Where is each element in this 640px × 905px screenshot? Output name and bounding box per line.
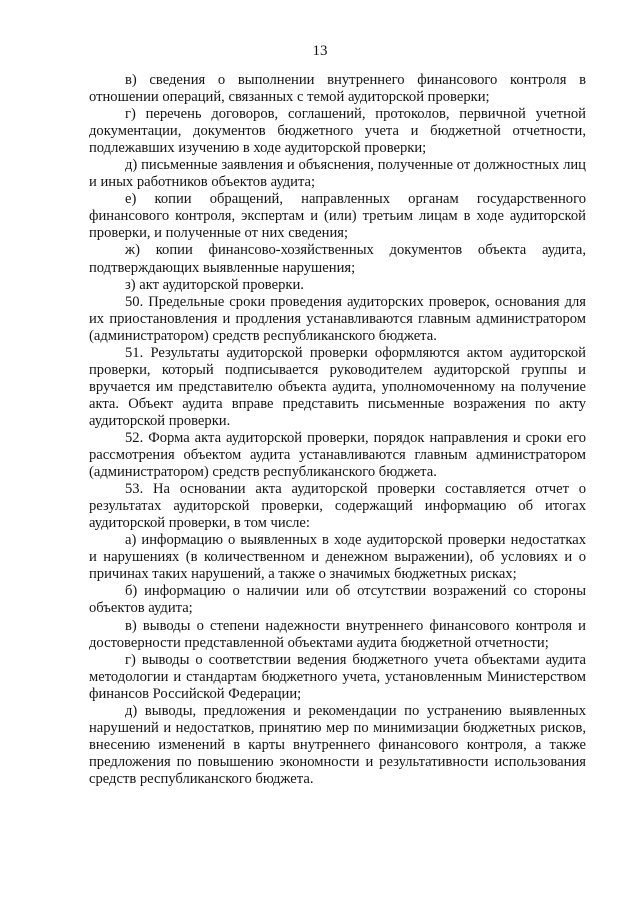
list-item-g-documents-list: г) перечень договоров, соглашений, протоколов, первичной учетной документации, документов бюджетного учета и бюджетной отчетности, подлежавших изучению в ходе аудиторской проверки; xyxy=(89,106,586,157)
clause-53-item-v: в) выводы о степени надежности внутреннего финансового контроля и достоверности представленной объектами аудита бюджетной отчетности; xyxy=(89,617,586,651)
list-item-v-internal-control-info: в) сведения о выполнении внутреннего финансового контроля в отношении операций, связанных с темой аудиторской проверки; xyxy=(89,72,586,106)
list-item-zh-financial-documents: ж) копии финансово-хозяйственных документов объекта аудита, подтверждающих выявленные нарушения; xyxy=(89,242,586,276)
clause-53: 53. На основании акта аудиторской проверки составляется отчет о результатах аудиторской проверки, содержащий информацию об итогах аудиторской проверки, в том числе: xyxy=(89,481,586,532)
clause-53-item-g: г) выводы о соответствии ведения бюджетного учета объектами аудита методологии и стандартам бюджетного учета, установленным Министерством финансов Российской Федерации; xyxy=(89,651,586,702)
list-item-z-audit-act: з) акт аудиторской проверки. xyxy=(125,276,304,293)
list-item-d-written-statements: д) письменные заявления и объяснения, полученные от должностных лиц и иных работников объектов аудита; xyxy=(89,157,586,191)
document-body xyxy=(89,72,586,788)
clause-53-item-b: б) информацию о наличии или об отсутствии возражений со стороны объектов аудита; xyxy=(89,583,586,617)
clause-50: 50. Предельные сроки проведения аудиторских проверок, основания для их приостановления и продления устанавливаются главным администратором (администратором) средств республиканского бюджета. xyxy=(89,293,586,344)
clause-52: 52. Форма акта аудиторской проверки, порядок направления и сроки его рассмотрения объектом аудита устанавливаются главным администратором (администратором) средств республиканского бюджета. xyxy=(89,429,586,481)
page-number: 13 xyxy=(312,43,328,59)
list-item-e-copies-of-requests: е) копии обращений, направленных органам государственного финансового контроля, экспертам и (или) третьим лицам в ходе аудиторской проверки, и полученные от них сведения; xyxy=(89,191,586,242)
clause-53-item-a: а) информацию о выявленных в ходе аудиторской проверки недостатках и нарушениях (в количественном и денежном выражении), об условиях и о причинах таких нарушений, а также о значимых бюджетных рисках; xyxy=(89,532,586,583)
clause-53-item-d: д) выводы, предложения и рекомендации по устранению выявленных нарушений и недостатков, принятию мер по минимизации бюджетных рисков, внесению изменений в карты внутреннего финансового контроля, а также предложения по повышению экономности и результативности использования средств республиканского бюджета. xyxy=(89,702,586,787)
clause-51: 51. Результаты аудиторской проверки оформляются актом аудиторской проверки, который подписывается руководителем аудиторской группы и вручается им представителю объекта аудита, уполномоченному на получение акта. Объект аудита вправе представить письменные возражения по акту аудиторской проверки. xyxy=(89,344,586,429)
